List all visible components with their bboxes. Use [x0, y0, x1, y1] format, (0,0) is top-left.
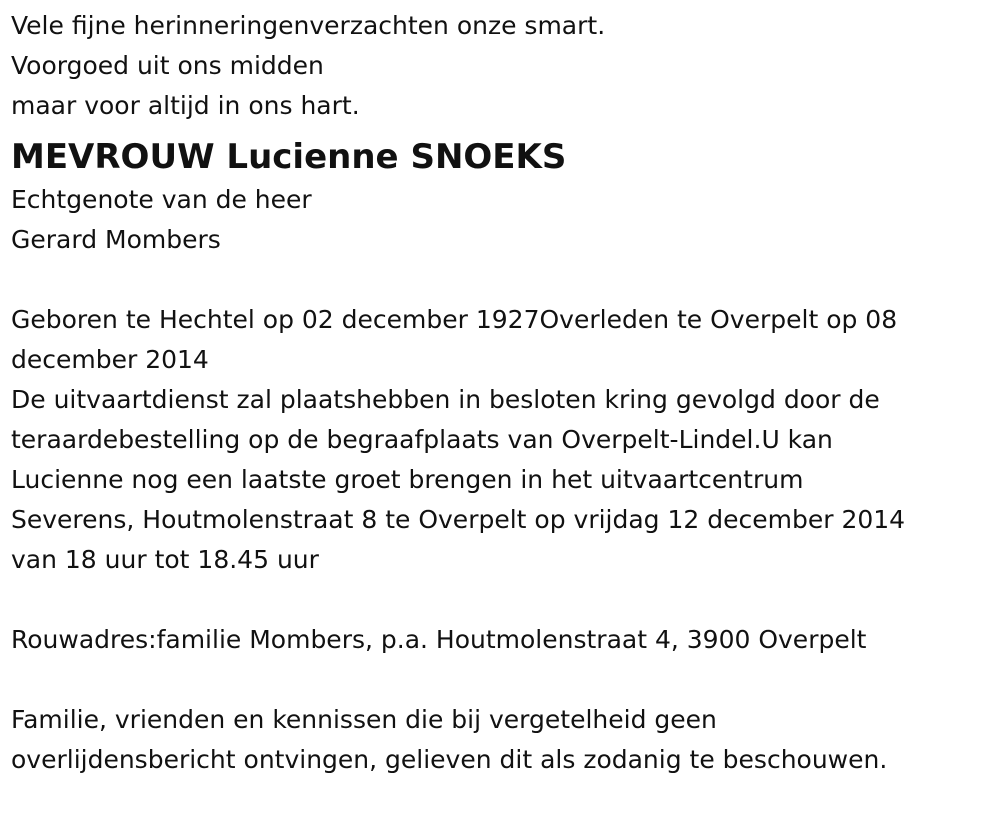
born-died-line-1: Geboren te Hechtel op 02 december 1927Overleden te Overpelt op 08 — [11, 305, 898, 334]
poem-line-2: Voorgoed uit ons midden — [11, 51, 324, 80]
spacer — [11, 260, 991, 300]
relation-line-1: Echtgenote van de heer — [11, 185, 312, 214]
obituary-notice — [11, 6, 991, 780]
poem-line-3: maar voor altijd in ons hart. — [11, 91, 360, 120]
closing-line-2: overlijdensbericht ontvingen, gelieven dit als zodanig te beschouwen. — [11, 745, 888, 774]
closing — [11, 700, 991, 780]
service-line-2: teraardebestelling op de begraafplaats van Overpelt-Lindel.U kan — [11, 425, 833, 454]
poem-line-1: Vele fijne herinneringenverzachten onze smart. — [11, 11, 606, 40]
spacer — [11, 660, 991, 700]
service-line-4: Severens, Houtmolenstraat 8 te Overpelt op vrijdag 12 december 2014 — [11, 505, 906, 534]
relation-line-2: Gerard Mombers — [11, 225, 221, 254]
closing-line-1: Familie, vrienden en kennissen die bij vergetelheid geen — [11, 705, 717, 734]
service-line-3: Lucienne nog een laatste groet brengen in het uitvaartcentrum — [11, 465, 804, 494]
born-died-line-2: december 2014 — [11, 345, 209, 374]
details — [11, 300, 991, 580]
mourning-address: Rouwadres:familie Mombers, p.a. Houtmolenstraat 4, 3900 Overpelt — [11, 625, 867, 654]
poem — [11, 6, 991, 126]
spacer — [11, 580, 991, 620]
deceased-name: MEVROUW Lucienne SNOEKS — [11, 137, 567, 177]
service-line-1: De uitvaartdienst zal plaatshebben in besloten kring gevolgd door de — [11, 385, 880, 414]
service-line-5: van 18 uur tot 18.45 uur — [11, 545, 319, 574]
